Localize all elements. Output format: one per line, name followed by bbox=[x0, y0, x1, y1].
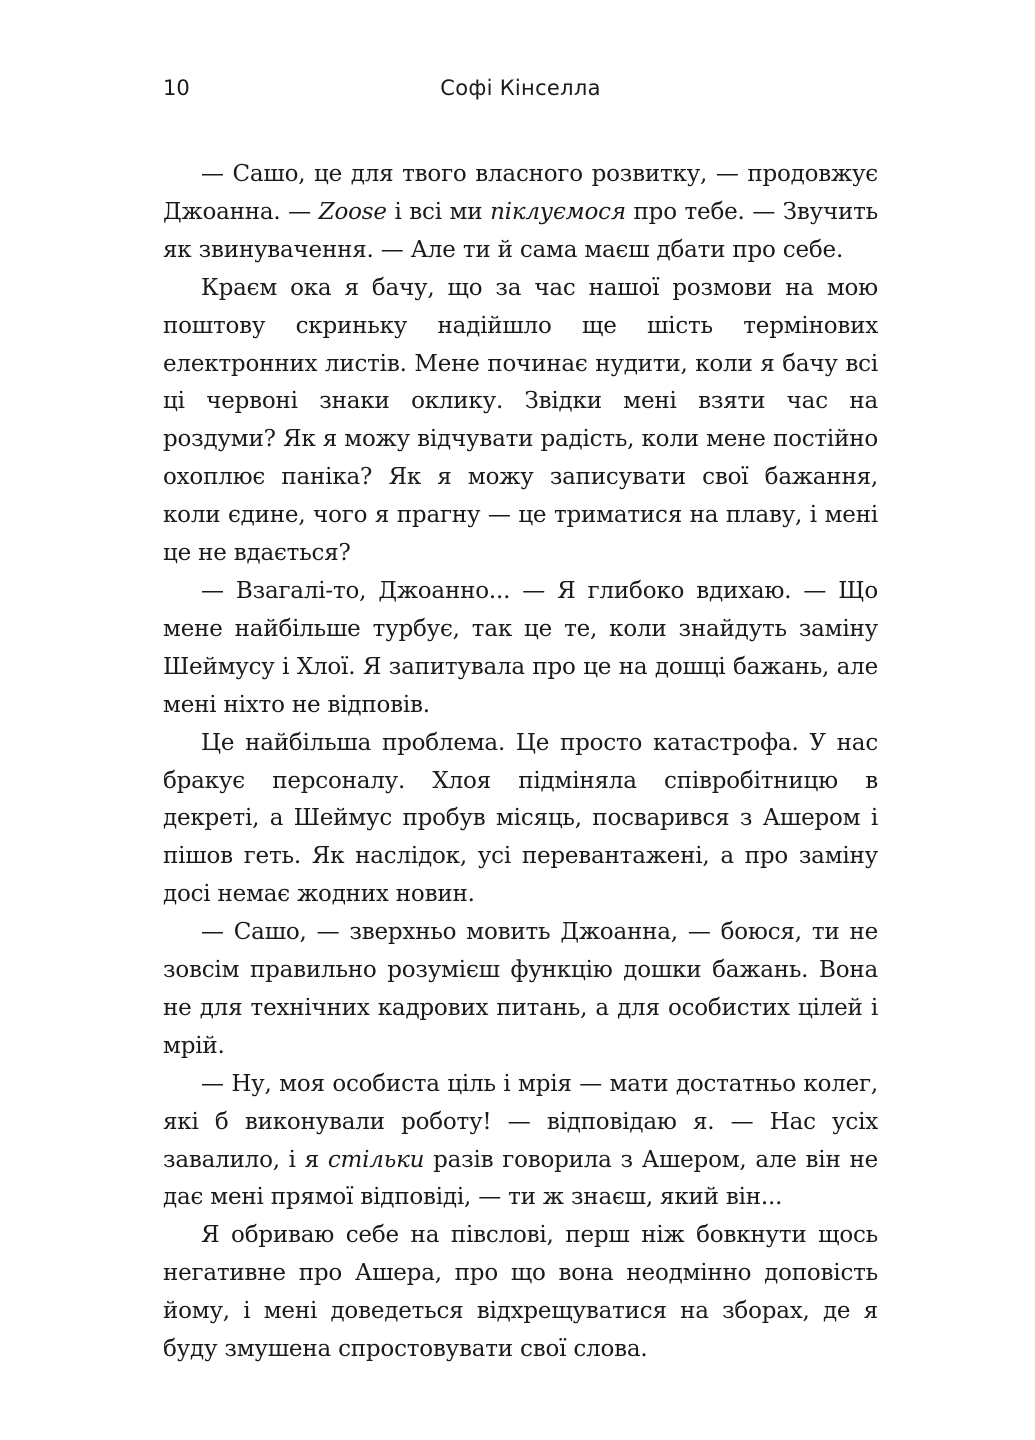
text-run: разів говорила з Ашером, але він не дає мені прямої відповіді, — ти ж знаєш, який він... bbox=[163, 1146, 878, 1211]
paragraph bbox=[163, 270, 878, 573]
text-run: і всі ми bbox=[386, 198, 491, 225]
text-run: — Сашо, — зверхньо мовить Джоанна, — боюся, ти не зовсім правильно розумієш функцію дошки бажань. Вона не для технічних кадрових питань, а для особистих цілей і мрій. bbox=[163, 919, 878, 1059]
running-header bbox=[163, 72, 878, 104]
text-run: Я обриваю себе на півслові, перш ніж бовкнути щось негативне про Ашера, про що вона неодмінно доповість йому, і мені доведеться відхрещуватися на зборах, де я буду змушена спростовувати свої слова. bbox=[163, 1222, 878, 1363]
page-number: 10 bbox=[163, 76, 190, 100]
paragraph bbox=[163, 914, 878, 1066]
book-author: Софі Кінселла bbox=[440, 76, 601, 100]
text-run: Це найбільша проблема. Це просто катастрофа. У нас бракує персоналу. Хлоя підміняла співробітницю в декреті, а Шеймус пробув місяць, посварився з Ашером і пішов геть. Як наслідок, усі перевантажені, а про заміну досі немає жодних новин. bbox=[163, 729, 878, 908]
italic-text: Zoose bbox=[318, 198, 387, 225]
italic-text: стільки bbox=[327, 1146, 425, 1173]
paragraph bbox=[163, 1217, 878, 1369]
text-run: — Сашо, це для твого власного розвитку, — продовжує Джоанна. — bbox=[163, 161, 878, 225]
text-run: про тебе. — Звучить як звинувачення. — Але ти й сама маєш дбати про себе. bbox=[163, 198, 878, 263]
paragraph bbox=[163, 573, 878, 725]
italic-text: піклуємося bbox=[490, 198, 626, 225]
paragraph bbox=[163, 1066, 878, 1218]
body-text bbox=[163, 156, 878, 1369]
text-run: — Взагалі-то, Джоанно... — Я глибоко вдихаю. — Що мене найбільше турбує, так це те, коли знайдуть заміну Шеймусу і Хлої. Я запитувала про це на дошці бажань, але мені ніхто не відповів. bbox=[163, 577, 878, 718]
text-run: — Ну, моя особиста ціль і мрія — мати достатньо колег, які б виконували роботу! — відповідаю я. — Нас усіх завалило, і я bbox=[163, 1070, 878, 1173]
paragraph bbox=[163, 725, 878, 915]
paragraph bbox=[163, 156, 878, 270]
text-run: Краєм ока я бачу, що за час нашої розмови на мою поштову скриньку надійшло ще шість термінових електронних листів. Мене починає нудити, коли я бачу всі ці червоні знаки оклику. Звідки мені взяти час на роздуми? Як я можу відчувати радість, коли мене постійно охоплює паніка? Як я можу записувати свої бажання, коли єдине, чого я прагну — це триматися на плаву, і мені це не вдається? bbox=[163, 274, 878, 567]
